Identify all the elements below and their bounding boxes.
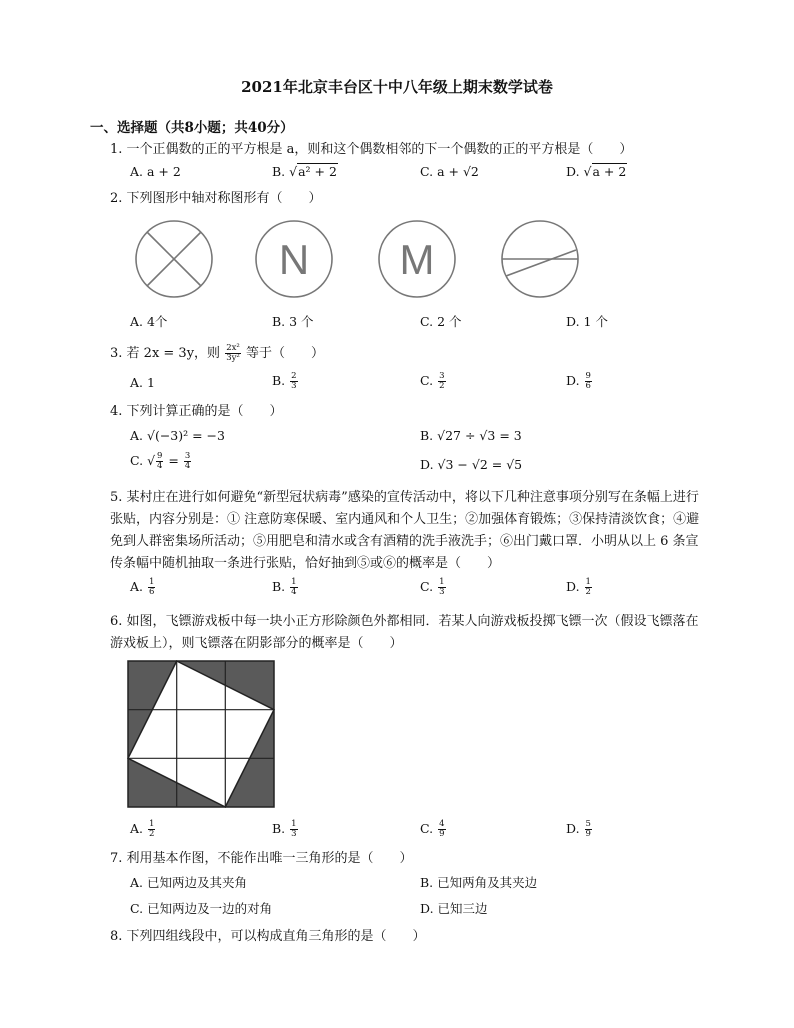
page-title: 2021年北京丰台区十中八年级上期末数学试卷: [241, 78, 553, 96]
circle-with-chord-figure: [502, 221, 578, 297]
figure-letter-m: M: [399, 236, 435, 283]
q7-option-a: A. 已知两边及其夹角: [130, 875, 247, 890]
q4-stem: 4. 下列计算正确的是（ ）: [110, 404, 283, 419]
q6-option-a: A. $\frac{1}{2}$: [130, 819, 155, 839]
q4-option-a: A. √(−3)² = −3: [130, 428, 225, 443]
circle-with-x-figure: [136, 221, 212, 297]
q6-option-d: D. $\frac{5}{9}$: [566, 819, 591, 839]
section-heading: 一、选择题（共8小题；共40分）: [90, 120, 294, 136]
q3-option-b: B. $\frac{2}{3}$: [272, 371, 297, 391]
dartboard-figure: [127, 660, 275, 808]
q5-option-a: A. $\frac{1}{6}$: [130, 577, 155, 597]
q7-option-d: D. 已知三边: [420, 901, 488, 916]
q5-option-c: C. $\frac{1}{3}$: [420, 577, 445, 597]
q5-text: 5. 某村庄在进行如何避免“新型冠状病毒”感染的宣传活动中，将以下几种注意事项分别写在条幅上进行张贴，内容分别是：① 注意防寒保暖、室内通风和个人卫生；②加强体育锻炼；③保持清淡饮食；④避免到人群密集场所活动；⑤用肥皂和清水或含有酒精的洗手液洗手；⑥出门戴口罩．小明从以上 6 条宣传条幅中随机抽取一条进行张贴，恰好抽到⑤或⑥的概率是（ ）: [110, 490, 700, 571]
q2-option-b: B. 3 个: [272, 314, 314, 329]
q6-text: 6. 如图，飞镖游戏板中每一块小正方形除颜色外都相同．若某人向游戏板投掷飞镖一次（假设飞镖落在游戏板上），则飞镖落在阴影部分的概率是（ ）: [110, 614, 699, 651]
figure-letter-n: N: [278, 236, 310, 283]
q3-option-c: C. $\frac{3}{2}$: [420, 371, 445, 391]
q1-option-a: A. a + 2: [130, 164, 181, 179]
q3-stem: 3. 若 2x = 3y，则 $\frac{\text{2x²}}{\text{3y²}}$ 等于（ ）: [110, 343, 324, 363]
q6-option-b: B. $\frac{1}{3}$: [272, 819, 297, 839]
q2-figures: [130, 214, 590, 306]
q1-option-d: D. √a + 2: [566, 164, 627, 179]
q7-stem: 7. 利用基本作图，不能作出唯一三角形的是（ ）: [110, 851, 413, 866]
q2-option-a: A. 4个: [130, 314, 168, 329]
q4-option-d: D. √3 − √2 = √5: [420, 457, 523, 472]
q4-option-c: C. √ $\frac{9}{4}$ = $\frac{3}{4}$: [130, 451, 191, 471]
q2-option-c: C. 2 个: [420, 314, 462, 329]
q6-option-c: C. $\frac{4}{9}$: [420, 819, 445, 839]
q3-option-a: A. 1: [130, 375, 155, 390]
q8-stem: 8. 下列四组线段中，可以构成直角三角形的是（ ）: [110, 929, 426, 944]
q1-stem: 1. 一个正偶数的正的平方根是 a，则和这个偶数相邻的下一个偶数的正的平方根是（ ）: [110, 142, 633, 157]
q5-option-b: B. $\frac{1}{4}$: [272, 577, 297, 597]
q4-option-b: B. √27 ÷ √3 = 3: [420, 428, 522, 443]
q7-option-c: C. 已知两边及一边的对角: [130, 901, 273, 916]
q2-stem: 2. 下列图形中轴对称图形有（ ）: [110, 191, 322, 206]
q3-option-d: D. $\frac{9}{6}$: [566, 371, 591, 391]
q7-option-b: B. 已知两角及其夹边: [420, 875, 538, 890]
q1-option-b: B. √a² + 2: [272, 164, 337, 179]
q2-option-d: D. 1 个: [566, 314, 608, 329]
q1-option-c: C. a + √2: [420, 164, 479, 179]
q5-option-d: D. $\frac{1}{2}$: [566, 577, 591, 597]
